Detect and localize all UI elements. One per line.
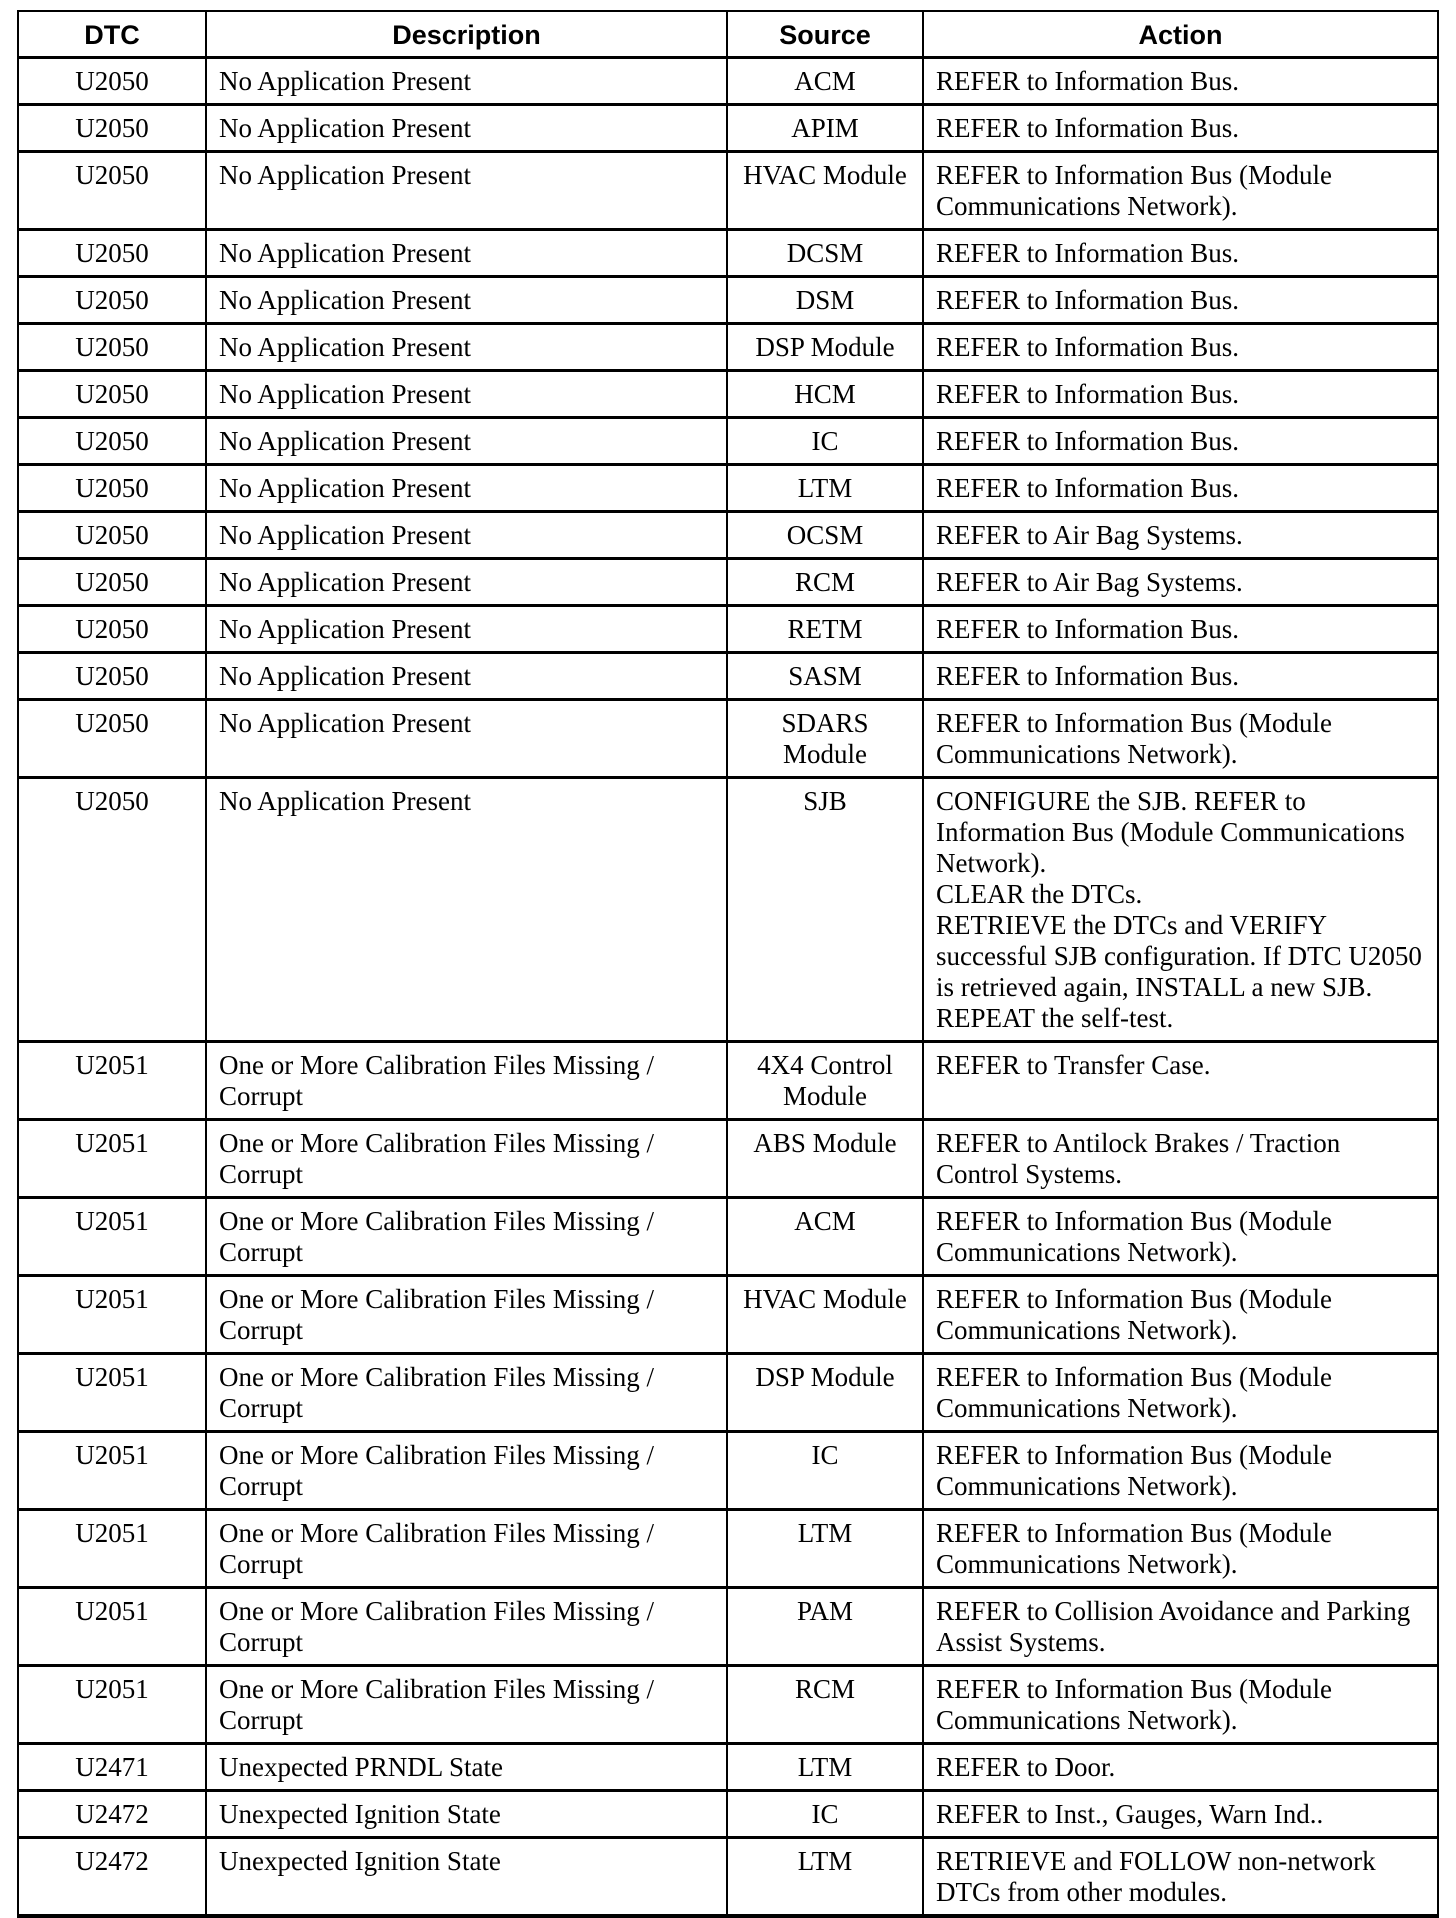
dtc-cell: U2050 [18,465,206,512]
dtc-cell: U2051 [18,1666,206,1744]
action-cell: REFER to Air Bag Systems. [923,559,1438,606]
action-cell: REFER to Information Bus (Module Communications Network). [923,152,1438,230]
table-row [18,105,1438,152]
dtc-cell: U2051 [18,1120,206,1198]
dtc-cell: U2471 [18,1744,206,1791]
table-row [18,58,1438,105]
description-cell: One or More Calibration Files Missing / Corrupt [206,1042,727,1120]
table-row [18,606,1438,653]
header-description: Description [206,11,727,58]
description-cell: No Application Present [206,700,727,778]
source-cell: SASM [727,653,923,700]
table-row [18,1276,1438,1354]
source-cell: DSP Module [727,1354,923,1432]
action-cell: REFER to Air Bag Systems. [923,512,1438,559]
source-cell: DSP Module [727,324,923,371]
source-cell: HCM [727,371,923,418]
source-cell: RCM [727,559,923,606]
dtc-cell: U2050 [18,277,206,324]
action-line: CONFIGURE the SJB. REFER to Information Bus (Module Communications Network). [936,786,1405,878]
action-line: RETRIEVE the DTCs and VERIFY successful SJB configuration. If DTC U2050 is retrieved again, INSTALL a new SJB. REPEAT the self-test. [936,910,1422,1033]
table-row [18,559,1438,606]
table-row [18,1432,1438,1510]
action-cell: REFER to Information Bus. [923,653,1438,700]
action-cell: REFER to Information Bus. [923,465,1438,512]
action-cell: REFER to Information Bus (Module Communications Network). [923,1432,1438,1510]
table-row [18,1042,1438,1120]
description-cell: One or More Calibration Files Missing / Corrupt [206,1432,727,1510]
dtc-cell: U2050 [18,778,206,1042]
table-row [18,1510,1438,1588]
table-row [18,512,1438,559]
source-cell: SJB [727,778,923,1042]
description-cell: No Application Present [206,778,727,1042]
source-cell: IC [727,1432,923,1510]
action-cell: REFER to Information Bus. [923,606,1438,653]
source-cell: IC [727,418,923,465]
description-cell: No Application Present [206,277,727,324]
header-dtc: DTC [18,11,206,58]
table-row [18,418,1438,465]
action-cell: REFER to Information Bus (Module Communications Network). [923,1666,1438,1744]
dtc-cell: U2051 [18,1510,206,1588]
description-cell: No Application Present [206,418,727,465]
dtc-cell: U2051 [18,1354,206,1432]
description-cell: Unexpected Ignition State [206,1838,727,1917]
header-source: Source [727,11,923,58]
source-cell: ACM [727,1198,923,1276]
source-cell: DSM [727,277,923,324]
action-cell: REFER to Information Bus. [923,418,1438,465]
dtc-table [17,10,1439,1918]
table-row [18,1588,1438,1666]
description-cell: One or More Calibration Files Missing / Corrupt [206,1354,727,1432]
table-row [18,1198,1438,1276]
table-row [18,653,1438,700]
description-cell: One or More Calibration Files Missing / Corrupt [206,1510,727,1588]
source-cell: PAM [727,1588,923,1666]
dtc-cell: U2050 [18,559,206,606]
source-cell: LTM [727,1838,923,1917]
header-action: Action [923,11,1438,58]
description-cell: One or More Calibration Files Missing / Corrupt [206,1666,727,1744]
table-row [18,1838,1438,1917]
table-row [18,1666,1438,1744]
action-cell: REFER to Information Bus. [923,230,1438,277]
table-row [18,371,1438,418]
dtc-cell: U2051 [18,1588,206,1666]
dtc-cell: U2050 [18,105,206,152]
action-cell: REFER to Antilock Brakes / Traction Control Systems. [923,1120,1438,1198]
source-cell: OCSM [727,512,923,559]
description-cell: No Application Present [206,371,727,418]
dtc-cell: U2051 [18,1276,206,1354]
source-cell: ABS Module [727,1120,923,1198]
dtc-cell: U2050 [18,230,206,277]
table-row [18,778,1438,1042]
dtc-cell: U2050 [18,58,206,105]
dtc-cell: U2050 [18,324,206,371]
dtc-cell: U2050 [18,512,206,559]
action-line: CLEAR the DTCs. [936,879,1143,909]
table-row [18,324,1438,371]
table-header-row [18,11,1438,58]
description-cell: One or More Calibration Files Missing / Corrupt [206,1276,727,1354]
source-cell: SDARS Module [727,700,923,778]
action-cell: REFER to Information Bus (Module Communications Network). [923,1510,1438,1588]
dtc-cell: U2051 [18,1198,206,1276]
dtc-cell: U2050 [18,606,206,653]
table-row [18,1120,1438,1198]
source-cell: HVAC Module [727,152,923,230]
description-cell: One or More Calibration Files Missing / Corrupt [206,1198,727,1276]
action-cell: REFER to Information Bus. [923,277,1438,324]
source-cell: LTM [727,1744,923,1791]
description-cell: Unexpected PRNDL State [206,1744,727,1791]
dtc-cell: U2050 [18,152,206,230]
table-row [18,1744,1438,1791]
description-cell: No Application Present [206,152,727,230]
source-cell: IC [727,1791,923,1838]
dtc-cell: U2051 [18,1432,206,1510]
description-cell: Unexpected Ignition State [206,1791,727,1838]
dtc-cell: U2050 [18,418,206,465]
table-row [18,152,1438,230]
dtc-table-container [17,10,1437,1918]
source-cell: HVAC Module [727,1276,923,1354]
description-cell: No Application Present [206,559,727,606]
source-cell: RETM [727,606,923,653]
description-cell: One or More Calibration Files Missing / Corrupt [206,1120,727,1198]
description-cell: No Application Present [206,606,727,653]
source-cell: RCM [727,1666,923,1744]
action-cell: REFER to Information Bus (Module Communications Network). [923,1276,1438,1354]
action-cell: REFER to Information Bus. [923,58,1438,105]
source-cell: LTM [727,1510,923,1588]
dtc-cell: U2050 [18,700,206,778]
description-cell: No Application Present [206,465,727,512]
description-cell: No Application Present [206,230,727,277]
dtc-cell: U2472 [18,1838,206,1917]
action-cell: REFER to Door. [923,1744,1438,1791]
description-cell: No Application Present [206,324,727,371]
action-cell: REFER to Transfer Case. [923,1042,1438,1120]
table-row [18,1354,1438,1432]
description-cell: No Application Present [206,512,727,559]
action-cell: REFER to Information Bus (Module Communications Network). [923,1354,1438,1432]
description-cell: No Application Present [206,653,727,700]
dtc-cell: U2050 [18,371,206,418]
description-cell: No Application Present [206,105,727,152]
dtc-cell: U2050 [18,653,206,700]
action-cell: REFER to Inst., Gauges, Warn Ind.. [923,1791,1438,1838]
table-row [18,277,1438,324]
source-cell: DCSM [727,230,923,277]
table-row [18,465,1438,512]
description-cell: No Application Present [206,58,727,105]
source-cell: 4X4 Control Module [727,1042,923,1120]
action-cell: REFER to Information Bus. [923,371,1438,418]
table-row [18,230,1438,277]
dtc-cell: U2051 [18,1042,206,1120]
description-cell: One or More Calibration Files Missing / Corrupt [206,1588,727,1666]
action-cell [923,778,1438,1042]
source-cell: LTM [727,465,923,512]
action-cell: REFER to Information Bus. [923,324,1438,371]
table-row [18,1791,1438,1838]
dtc-cell: U2472 [18,1791,206,1838]
action-cell: RETRIEVE and FOLLOW non-network DTCs from other modules. [923,1838,1438,1917]
action-cell: REFER to Information Bus. [923,105,1438,152]
action-cell: REFER to Collision Avoidance and Parking Assist Systems. [923,1588,1438,1666]
source-cell: ACM [727,58,923,105]
action-cell: REFER to Information Bus (Module Communications Network). [923,700,1438,778]
source-cell: APIM [727,105,923,152]
table-row [18,700,1438,778]
action-cell: REFER to Information Bus (Module Communications Network). [923,1198,1438,1276]
